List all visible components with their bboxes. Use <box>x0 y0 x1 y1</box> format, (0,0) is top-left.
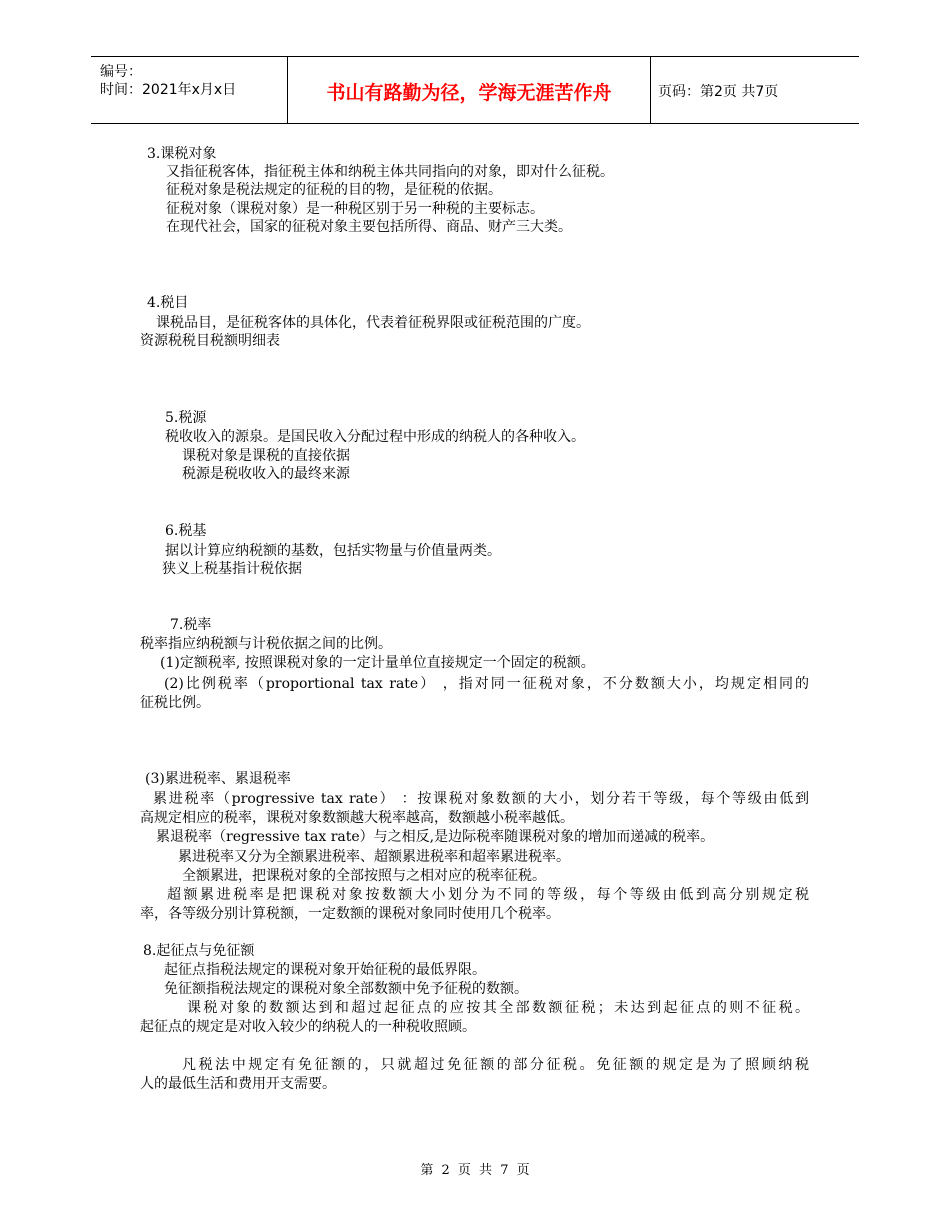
section-6-para-2: 狭义上税基指计税依据 <box>162 561 302 577</box>
header-motto: 书山有路勤为径，学海无涯苦作舟 <box>326 82 612 104</box>
section-3-title: 3.课税对象 <box>147 146 217 162</box>
section-7-title: 7.税率 <box>170 617 212 633</box>
section-7-3-para-5-cont: 率，各等级分别计算税额，一定数额的课税对象同时使用几个税率。 <box>140 906 560 922</box>
section-4-title: 4.税目 <box>147 295 189 311</box>
section-3-para-1: 又指征税客体，指征税主体和纳税主体共同指向的对象，即对什么征税。 <box>166 164 614 180</box>
document-number-label: 编号： <box>100 64 142 80</box>
section-3-para-2: 征税对象是税法规定的征税的目的物，是征税的依据。 <box>166 182 502 198</box>
section-7-para-3: (2)比例税率（proportional tax rate） ，指对同一征税对象，不分数额大小，均规定相同的 <box>164 676 809 692</box>
section-7-para-3-cont: 征税比例。 <box>140 695 210 711</box>
section-8-title: 8.起征点与免征额 <box>143 943 255 959</box>
section-8-para-4-cont: 人的最低生活和费用开支需要。 <box>140 1076 336 1092</box>
document-time: 时间：2021年x月x日 <box>100 82 237 98</box>
section-5-title: 5.税源 <box>165 410 207 426</box>
section-7-3-title: (3)累进税率、累退税率 <box>145 771 291 787</box>
section-7-3-para-5: 超额累进税率是把课税对象按数额大小划分为不同的等级，每个等级由低到高分别规定税 <box>167 887 809 903</box>
section-7-3-para-2: 累退税率（regressive tax rate）与之相反,是边际税率随课税对象的增加而递减的税率。 <box>156 829 715 845</box>
section-7-3-para-1: 累进税率（progressive tax rate） ：按课税对象数额的大小，划分若干等级，每个等级由低到 <box>153 791 809 807</box>
section-5-para-1: 税收收入的源泉。是国民收入分配过程中形成的纳税人的各种收入。 <box>165 429 585 445</box>
section-5-para-2: 课税对象是课税的直接依据 <box>182 448 350 464</box>
section-8-para-3: 课税对象的数额达到和超过起征点的应按其全部数额征税；未达到起征点的则不征税。 <box>187 1000 809 1016</box>
section-3-para-4: 在现代社会，国家的征税对象主要包括所得、商品、财产三大类。 <box>166 219 572 235</box>
section-8-para-2: 免征额指税法规定的课税对象全部数额中免予征税的数额。 <box>164 981 528 997</box>
section-3-para-3: 征税对象（课税对象）是一种税区别于另一种税的主要标志。 <box>166 201 544 217</box>
section-8-para-3-cont: 起征点的规定是对收入较少的纳税人的一种税收照顾。 <box>140 1019 476 1035</box>
section-7-3-para-1-cont: 高规定相应的税率，课税对象数额越大税率越高，数额越小税率越低。 <box>140 810 574 826</box>
section-8-para-4: 凡税法中规定有免征额的，只就超过免征额的部分征税。免征额的规定是为了照顾纳税 <box>182 1057 809 1073</box>
section-4-para-2: 资源税税目税额明细表 <box>140 333 280 349</box>
section-7-para-2: (1)定额税率, 按照课税对象的一定计量单位直接规定一个固定的税额。 <box>160 655 595 671</box>
header-page-cell <box>650 57 859 123</box>
section-7-3-para-3: 累进税率又分为全额累进税率、超额累进税率和超率累进税率。 <box>178 849 570 865</box>
header-motto-cell <box>287 57 651 123</box>
section-5-para-3: 税源是税收收入的最终来源 <box>182 466 350 482</box>
section-7-para-1: 税率指应纳税额与计税依据之间的比例。 <box>140 636 392 652</box>
page-header <box>91 56 859 124</box>
page-footer: 第 2 页 共 7 页 <box>420 1163 530 1178</box>
section-4-para-1: 课税品目，是征税客体的具体化，代表着征税界限或征税范围的广度。 <box>156 315 590 331</box>
section-6-para-1: 据以计算应纳税额的基数，包括实物量与价值量两类。 <box>165 543 501 559</box>
header-page-info: 页码：第2页 共7页 <box>658 84 779 100</box>
section-7-3-para-4: 全额累进，把课税对象的全部按照与之相对应的税率征税。 <box>182 868 546 884</box>
header-meta-cell <box>91 57 287 123</box>
section-6-title: 6.税基 <box>165 523 207 539</box>
section-8-para-1: 起征点指税法规定的课税对象开始征税的最低界限。 <box>164 962 486 978</box>
